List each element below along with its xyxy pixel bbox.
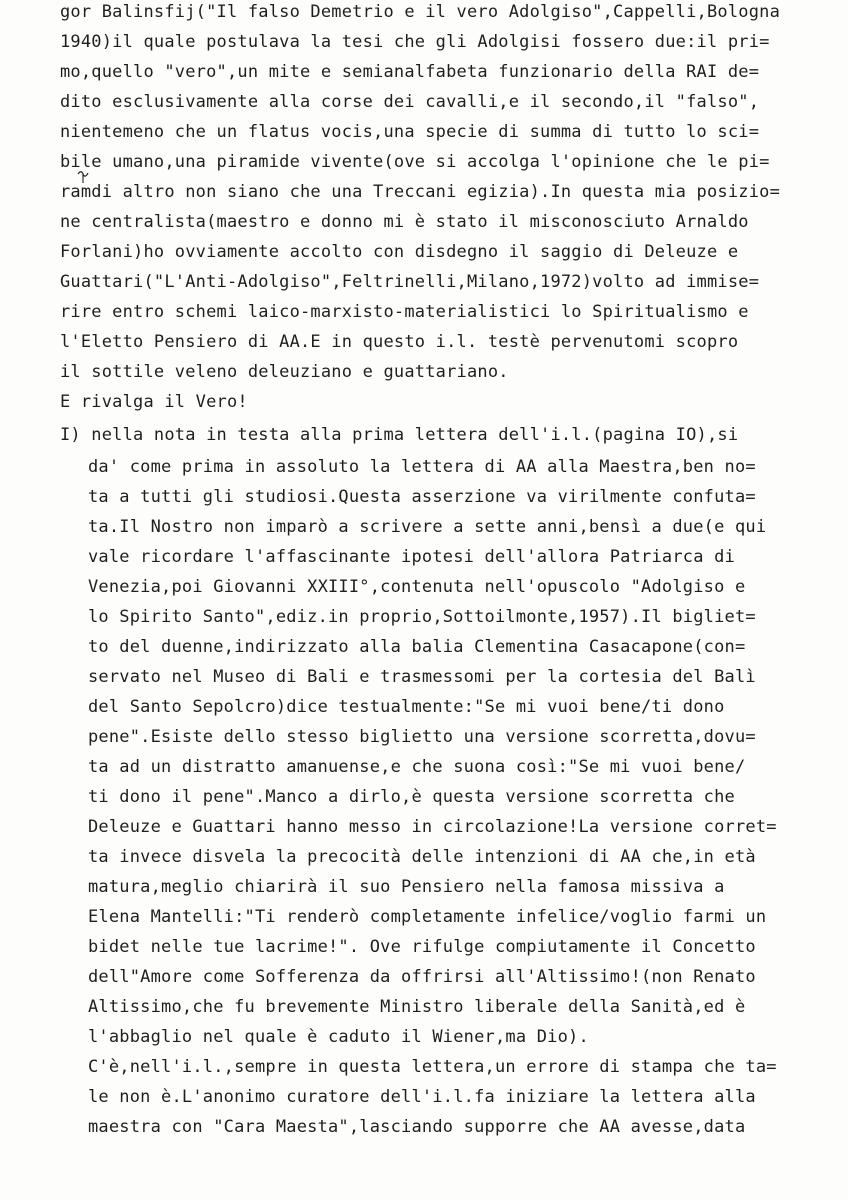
text-line-34: Altissimo,che fu brevemente Ministro liberale della Sanità,ed è xyxy=(88,997,746,1017)
text-line-26: ta ad un distratto amanuense,e che suona così:"Se mi vuoi bene/ xyxy=(88,757,746,777)
text-line-24: del Santo Sepolcro)dice testualmente:"Se mi vuoi bene/ti dono xyxy=(88,697,725,717)
text-line-6: bile umano,una piramide vivente(ove si accolga l'opinione che le pi= xyxy=(60,152,770,172)
text-line-27: ti dono il pene".Manco a dirlo,è questa versione scorretta che xyxy=(88,787,735,807)
text-line-12: l'Eletto Pensiero di AA.E in questo i.l. testè pervenutomi scopro xyxy=(60,332,739,352)
text-line-35: l'abbaglio nel quale è caduto il Wiener,ma Dio). xyxy=(88,1027,589,1047)
text-line-25: pene".Esiste dello stesso biglietto una versione scorretta,dovu= xyxy=(88,727,756,747)
text-line-5: nientemeno che un flatus vocis,una specie di summa di tutto lo sci= xyxy=(60,122,760,142)
text-line-32: bidet nelle tue lacrime!". Ove rifulge compiutamente il Concetto xyxy=(88,937,756,957)
text-line-14: E rivalga il Vero! xyxy=(60,392,248,412)
text-line-20: Venezia,poi Giovanni XXIII°,contenuta nell'opuscolo "Adolgiso e xyxy=(88,577,746,597)
text-line-36: C'è,nell'i.l.,sempre in questa lettera,un errore di stampa che ta= xyxy=(88,1057,777,1077)
text-line-2: 1940)il quale postulava la tesi che gli Adolgisi fossero due:il pri= xyxy=(60,32,770,52)
handwritten-correction-mark xyxy=(76,170,92,186)
text-line-4: dito esclusivamente alla corse dei cavalli,e il secondo,il "falso", xyxy=(60,92,760,112)
text-line-16: da' come prima in assoluto la lettera di AA alla Maestra,ben no= xyxy=(88,457,756,477)
text-line-33: dell"Amore come Sofferenza da offrirsi all'Altissimo!(non Renato xyxy=(88,967,756,987)
text-line-15: I) nella nota in testa alla prima lettera dell'i.l.(pagina IO),si xyxy=(60,425,739,445)
text-line-11: rire entro schemi laico-marxisto-materialistici lo Spiritualismo e xyxy=(60,302,749,322)
text-line-38: maestra con "Cara Maesta",lasciando supporre che AA avesse,data xyxy=(88,1117,746,1137)
text-line-7: ramdi altro non siano che una Treccani egizia).In questa mia posizio= xyxy=(60,182,781,202)
text-line-30: matura,meglio chiarirà il suo Pensiero nella famosa missiva a xyxy=(88,877,725,897)
text-line-3: mo,quello "vero",un mite e semianalfabeta funzionario della RAI de= xyxy=(60,62,760,82)
text-line-13: il sottile veleno deleuziano e guattariano. xyxy=(60,362,509,382)
text-line-37: le non è.L'anonimo curatore dell'i.l.fa iniziare la lettera alla xyxy=(88,1087,756,1107)
text-line-10: Guattari("L'Anti-Adolgiso",Feltrinelli,Milano,1972)volto ad immise= xyxy=(60,272,760,292)
text-line-9: Forlani)ho ovviamente accolto con disdegno il saggio di Deleuze e xyxy=(60,242,739,262)
text-line-22: to del duenne,indirizzato alla balia Clementina Casacapone(con= xyxy=(88,637,746,657)
text-line-1: gor Balinsfij("Il falso Demetrio e il vero Adolgiso",Cappelli,Bologna xyxy=(60,2,781,22)
text-line-23: servato nel Museo di Bali e trasmessomi per la cortesia del Balì xyxy=(88,667,756,687)
text-line-19: vale ricordare l'affascinante ipotesi dell'allora Patriarca di xyxy=(88,547,735,567)
text-line-8: ne centralista(maestro e donno mi è stato il misconosciuto Arnaldo xyxy=(60,212,749,232)
text-line-17: ta a tutti gli studiosi.Questa asserzione va virilmente confuta= xyxy=(88,487,756,507)
text-line-29: ta invece disvela la precocità delle intenzioni di AA che,in età xyxy=(88,847,756,867)
text-line-31: Elena Mantelli:"Ti renderò completamente infelice/voglio farmi un xyxy=(88,907,767,927)
text-line-18: ta.Il Nostro non imparò a scrivere a sette anni,bensì a due(e qui xyxy=(88,517,767,537)
text-line-21: lo Spirito Santo",ediz.in proprio,Sottoilmonte,1957).Il bigliet= xyxy=(88,607,756,627)
text-line-28: Deleuze e Guattari hanno messo in circolazione!La versione corret= xyxy=(88,817,777,837)
